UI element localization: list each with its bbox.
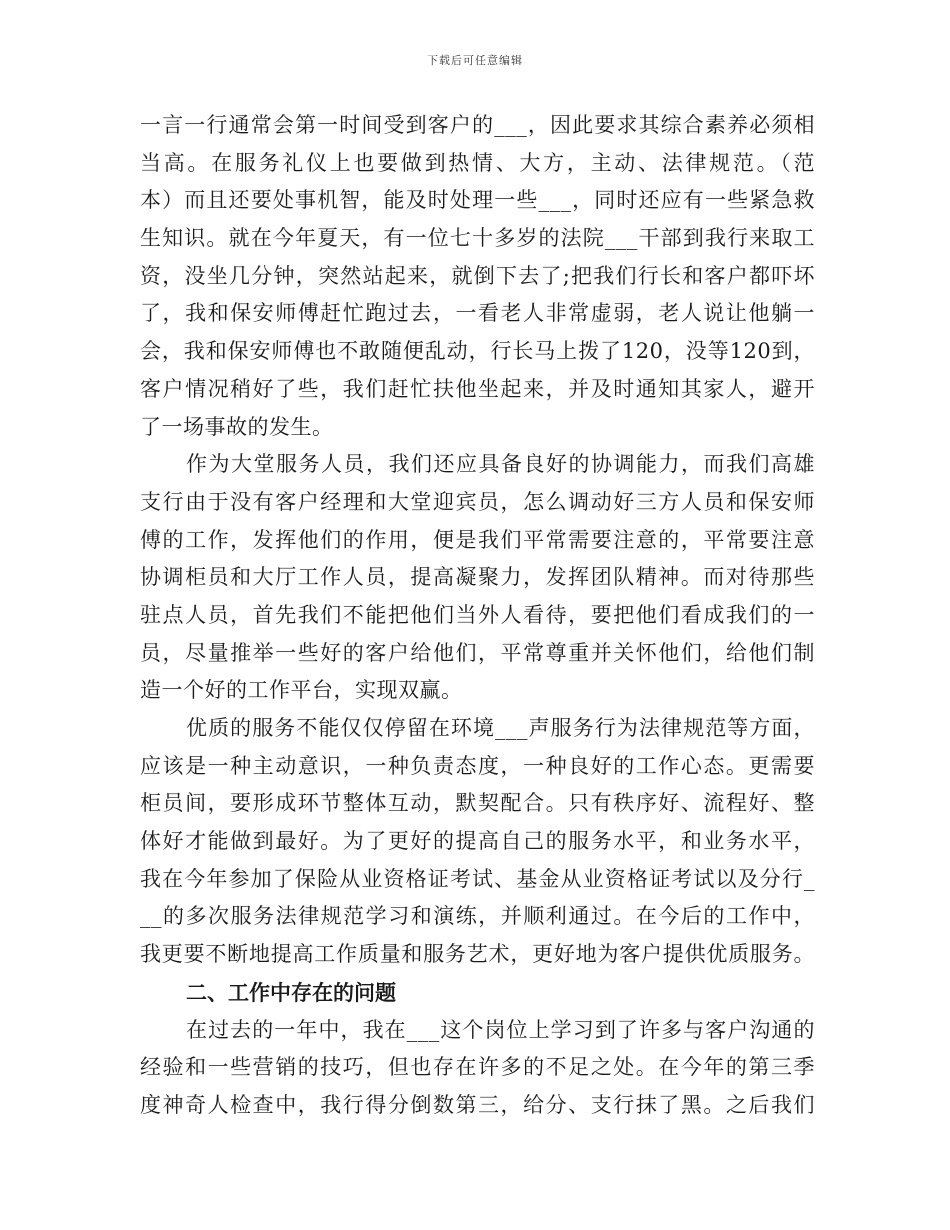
text-line: 作为大堂服务人员，我们还应具备良好的协调能力，而我们高雄 bbox=[186, 452, 815, 477]
text-line: 经验和一些营销的技巧，但也存在许多的不足之处。在今年的第三季 bbox=[140, 1055, 815, 1080]
text-line: 傅的工作，发挥他们的作用，便是我们平常需要注意的，平常要注意 bbox=[140, 527, 815, 552]
text-line: 优质的服务不能仅仅停留在环境___声服务行为法律规范等方面， bbox=[186, 716, 815, 740]
text-line: 一言一行通常会第一时间受到客户的___，因此要求其综合素养必须相 bbox=[140, 113, 815, 137]
page-header: 下载后可任意编辑 bbox=[427, 54, 523, 67]
paragraph-3 bbox=[140, 710, 815, 974]
text-line: 协调柜员和大厅工作人员，提高凝聚力，发挥团队精神。而对待那些 bbox=[140, 565, 815, 590]
text-line: 生知识。就在今年夏天，有一位七十多岁的法院___干部到我行来取工 bbox=[140, 226, 815, 251]
text-line: 驻点人员，首先我们不能把他们当外人看待，要把他们看成我们的一 bbox=[140, 602, 815, 627]
text-line: 当高。在服务礼仪上也要做到热情、大方，主动、法律规范。（范 bbox=[140, 150, 815, 175]
text-line: 柜员间，要形成环节整体互动，默契配合。只有秩序好、流程好、整 bbox=[140, 791, 815, 816]
text-line: 我在今年参加了保险从业资格证考试、基金从业资格证考试以及分行_ bbox=[140, 866, 815, 891]
text-line: 应该是一种主动意识，一种负责态度，一种良好的工作心态。更需要 bbox=[140, 753, 815, 778]
text-line: 我更要不断地提高工作质量和服务艺术，更好地为客户提供优质服务。 bbox=[140, 942, 815, 967]
text-line: 客户情况稍好了些，我们赶忙扶他坐起来，并及时通知其家人，避开 bbox=[140, 376, 815, 401]
text-line: 度神奇人检查中，我行得分倒数第三，给分、支行抹了黑。之后我们 bbox=[140, 1092, 815, 1117]
text-line: 资，没坐几分钟，突然站起来，就倒下去了;把我们行长和客户都吓坏 bbox=[140, 263, 815, 288]
document-body bbox=[140, 107, 815, 1125]
text-line: 员，尽量推举一些好的客户给他们，平常尊重并关怀他们，给他们制 bbox=[140, 640, 815, 665]
text-line: 了一场事故的发生。 bbox=[140, 414, 334, 439]
text-line: 造一个好的工作平台，实现双赢。 bbox=[140, 678, 463, 703]
paragraph-4 bbox=[140, 1012, 815, 1125]
text-line: 体好才能做到最好。为了更好的提高自己的服务水平，和业务水平， bbox=[140, 829, 815, 854]
text-line: 支行由于没有客户经理和大堂迎宾员，怎么调动好三方人员和保安师 bbox=[140, 489, 815, 514]
paragraph-2 bbox=[140, 446, 815, 710]
text-line: 会，我和保安师傅也不敢随便乱动，行长马上拨了120，没等120到， bbox=[140, 339, 815, 364]
section-heading: 二、工作中存在的问题 bbox=[186, 979, 396, 1005]
text-line: __的多次服务法律规范学习和演练，并顺利通过。在今后的工作中， bbox=[140, 904, 815, 929]
text-line: 在过去的一年中，我在___这个岗位上学习到了许多与客户沟通的 bbox=[186, 1017, 815, 1042]
text-line: 本）而且还要处事机智，能及时处理一些___，同时还应有一些紧急救 bbox=[140, 188, 815, 213]
text-line: 了，我和保安师傅赶忙跑过去，一看老人非常虚弱，老人说让他躺一 bbox=[140, 301, 815, 326]
paragraph-1 bbox=[140, 107, 815, 446]
